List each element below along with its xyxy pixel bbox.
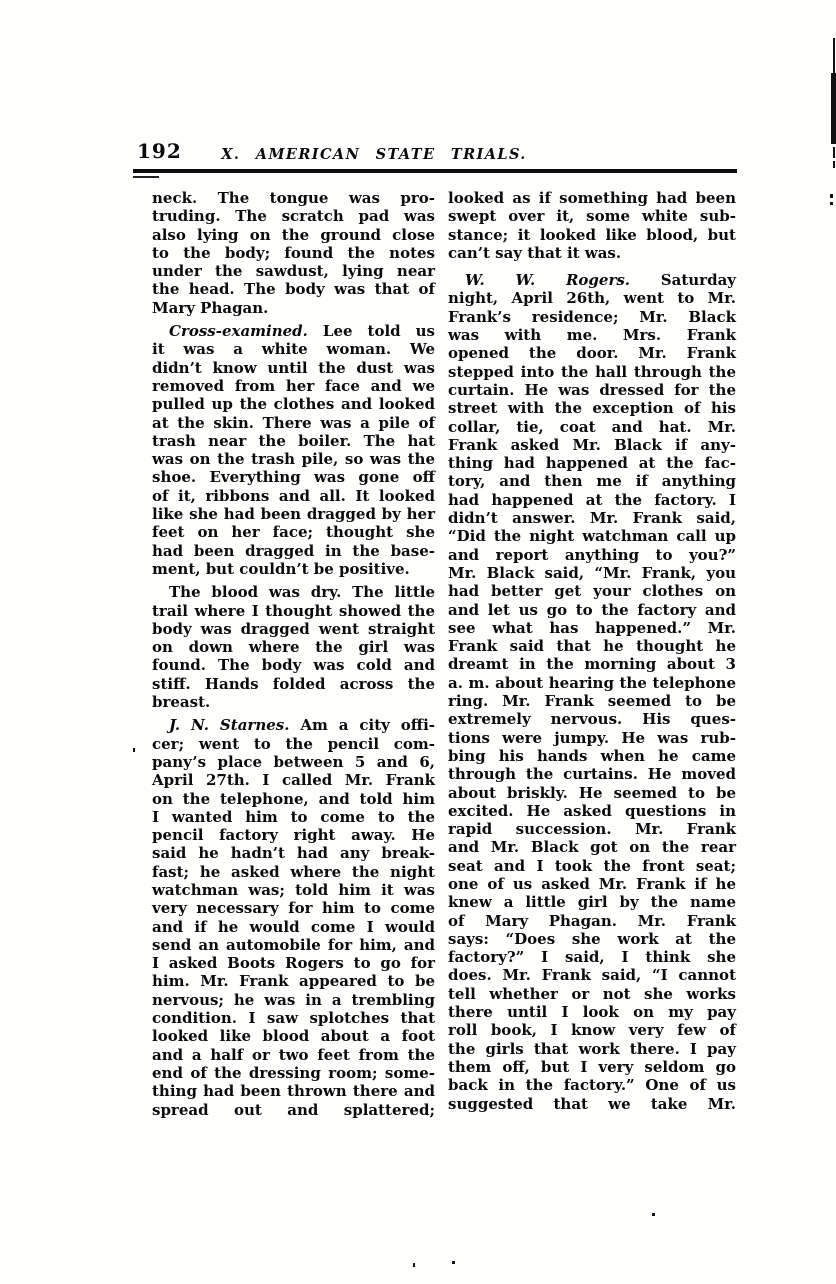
text-line: knew a little girl by the name: [448, 893, 736, 912]
text-line: removed from her face and we: [152, 376, 435, 395]
text-line: collar, tie, coat and hat. Mr.: [448, 417, 736, 436]
text-line: send an automobile for him, and: [152, 935, 435, 954]
text-line: the girls that work there. I pay: [448, 1039, 736, 1058]
text-line: didn’t answer. Mr. Frank said,: [448, 509, 736, 528]
text-line: at the skin. There was a pile of: [152, 413, 435, 432]
scan-artifact: [830, 194, 833, 198]
text-line: had happened at the factory. I: [448, 490, 736, 509]
text-line: pany’s place between 5 and 6,: [152, 752, 435, 771]
text-line: excited. He asked questions in: [448, 801, 736, 820]
scan-artifact: [133, 176, 159, 178]
text-line: didn’t know until the dust was: [152, 358, 435, 377]
text-line: under the sawdust, lying near: [152, 262, 435, 281]
text-line: had better get your clothes on: [448, 582, 736, 601]
text-line: see what has happened.” Mr.: [448, 618, 736, 637]
text-line: there until I look on my pay: [448, 1003, 736, 1022]
text-line: and let us go to the factory and: [448, 600, 736, 619]
text-line: looked as if something had been: [448, 189, 736, 207]
text-line: fast; he asked where the night: [152, 862, 435, 881]
text-line: watchman was; told him it was: [152, 880, 435, 899]
text-line: on down where the girl was: [152, 638, 435, 657]
paragraph: [152, 716, 435, 1119]
scan-artifact: [831, 73, 836, 144]
text-line: truding. The scratch pad was: [152, 207, 435, 226]
text-line: and a half or two feet from the: [152, 1045, 435, 1064]
scan-artifact: [652, 1213, 655, 1216]
text-line: tions were jumpy. He was rub-: [448, 728, 736, 747]
text-line: of it, ribbons and all. It looked: [152, 486, 435, 505]
text-line: says: “Does she work at the: [448, 929, 736, 948]
text-line: curtain. He was dressed for the: [448, 380, 736, 399]
text-line: can’t say that it was.: [448, 243, 622, 262]
text-line: Frank’s residence; Mr. Black: [448, 307, 736, 326]
text-line: through the curtains. He moved: [448, 765, 736, 784]
text-line: was on the trash pile, so was the: [152, 450, 435, 469]
witness-name: W. W. Rogers.: [465, 271, 631, 290]
text-line: it was a white woman. We: [152, 340, 435, 359]
text-line: night, April 26th, went to Mr.: [448, 289, 736, 308]
text-line: bing his hands when he came: [448, 746, 736, 765]
text-line: Mr. Black said, “Mr. Frank, you: [448, 563, 736, 582]
text-line: back in the factory.” One of us: [448, 1076, 736, 1095]
text-line: April 27th. I called Mr. Frank: [152, 771, 435, 790]
scan-artifact: [413, 1263, 415, 1267]
text-line: about briskly. He seemed to be: [448, 783, 736, 802]
text-line: I asked Boots Rogers to go for: [152, 954, 435, 973]
text-line: a. m. about hearing the telephone: [448, 673, 736, 692]
text-line: like she had been dragged by her: [152, 505, 435, 524]
text-line: and Mr. Black got on the rear: [448, 838, 736, 857]
text-line: to the body; found the notes: [152, 243, 435, 262]
text-line: Mary Phagan.: [152, 298, 269, 317]
text-line: stiff. Hands folded across the: [152, 674, 435, 693]
text-line: nervous; he was in a trembling: [152, 990, 435, 1009]
text-line: end of the dressing room; some-: [152, 1063, 435, 1082]
paragraph: [152, 189, 435, 317]
text-line: swept over it, some white sub-: [448, 207, 736, 226]
text-line: I wanted him to come to the: [152, 807, 435, 826]
text-line: ring. Mr. Frank seemed to be: [448, 692, 736, 711]
text-line: does. Mr. Frank said, “I cannot: [448, 966, 736, 985]
text-line: Frank asked Mr. Black if any-: [448, 435, 736, 454]
text-line: Frank said that he thought he: [448, 637, 736, 656]
text-line: one of us asked Mr. Frank if he: [448, 874, 736, 893]
running-head: X. AMERICAN STATE TRIALS.: [221, 146, 527, 163]
text-line: feet on her face; thought she: [152, 523, 435, 542]
text-line: trail where I thought showed the: [152, 601, 435, 620]
text-line: shoe. Everything was gone off: [152, 468, 435, 487]
text-line: ment, but couldn’t be positive.: [152, 559, 410, 578]
text-line: him. Mr. Frank appeared to be: [152, 972, 435, 991]
paragraph: [448, 271, 736, 1113]
witness-name: Cross-examined.: [169, 322, 308, 341]
scan-artifact: [133, 748, 135, 752]
text-line: cer; went to the pencil com-: [152, 734, 435, 753]
text-line: had been dragged in the base-: [152, 541, 435, 560]
text-line: neck. The tongue was pro-: [152, 189, 435, 207]
text-line: thing had been thrown there and: [152, 1082, 435, 1101]
scan-artifact: [833, 38, 835, 74]
text-line: street with the exception of his: [448, 399, 736, 418]
text-line: tory, and then me if anything: [448, 472, 736, 491]
text-line: “Did the night watchman call up: [448, 527, 736, 546]
text-line: found. The body was cold and: [152, 656, 435, 675]
paragraph: [448, 189, 736, 262]
text-line: rapid succession. Mr. Frank: [448, 820, 736, 839]
text-line: W. W. Rogers. Saturday: [465, 271, 737, 290]
text-line: said he hadn’t had any break-: [152, 844, 435, 863]
text-line: was with me. Mrs. Frank: [448, 326, 736, 345]
text-line: also lying on the ground close: [152, 225, 435, 244]
text-line: body was dragged went straight: [152, 619, 435, 638]
text-line: spread out and splattered;: [152, 1100, 435, 1119]
scan-artifact: [452, 1261, 455, 1264]
text-line: looked like blood about a foot: [152, 1027, 435, 1046]
page-number: 192: [137, 139, 182, 163]
text-line: The blood was dry. The little: [169, 583, 435, 602]
text-line: stepped into the hall through the: [448, 362, 736, 381]
text-line: extremely nervous. His ques-: [448, 710, 736, 729]
scan-artifact: [830, 202, 833, 205]
text-line: trash near the boiler. The hat: [152, 431, 435, 450]
paragraph: [152, 583, 435, 711]
text-line: very necessary for him to come: [152, 899, 435, 918]
text-line: them off, but I very seldom go: [448, 1057, 736, 1076]
witness-name: J. N. Starnes.: [169, 716, 290, 735]
text-line: the head. The body was that of: [152, 280, 435, 299]
text-line: J. N. Starnes. Am a city offi-: [169, 716, 435, 735]
text-line: and report anything to you?”: [448, 545, 736, 564]
text-line: seat and I took the front seat;: [448, 856, 736, 875]
text-line: thing had happened at the fac-: [448, 454, 736, 473]
text-line: of Mary Phagan. Mr. Frank: [448, 911, 736, 930]
text-line: tell whether or not she works: [448, 984, 736, 1003]
text-line: pencil factory right away. He: [152, 826, 435, 845]
text-line: Cross-examined. Lee told us: [169, 322, 435, 341]
text-line: pulled up the clothes and looked: [152, 395, 435, 414]
text-line: condition. I saw splotches that: [152, 1009, 435, 1028]
text-line: opened the door. Mr. Frank: [448, 344, 736, 363]
text-line: roll book, I know very few of: [448, 1021, 736, 1040]
text-line: breast.: [152, 693, 211, 712]
text-line: and if he would come I would: [152, 917, 435, 936]
column-right: [448, 189, 736, 1113]
paragraph: [152, 322, 435, 578]
scan-artifact: [833, 161, 835, 168]
text-line: on the telephone, and told him: [152, 789, 435, 808]
text-line: dreamt in the morning about 3: [448, 655, 736, 674]
column-left: [152, 189, 435, 1119]
text-line: factory?” I said, I think she: [448, 948, 736, 967]
text-line: stance; it looked like blood, but: [448, 225, 736, 244]
scan-artifact: [833, 147, 835, 158]
text-line: suggested that we take Mr.: [448, 1094, 736, 1113]
header-rule: [133, 169, 737, 173]
